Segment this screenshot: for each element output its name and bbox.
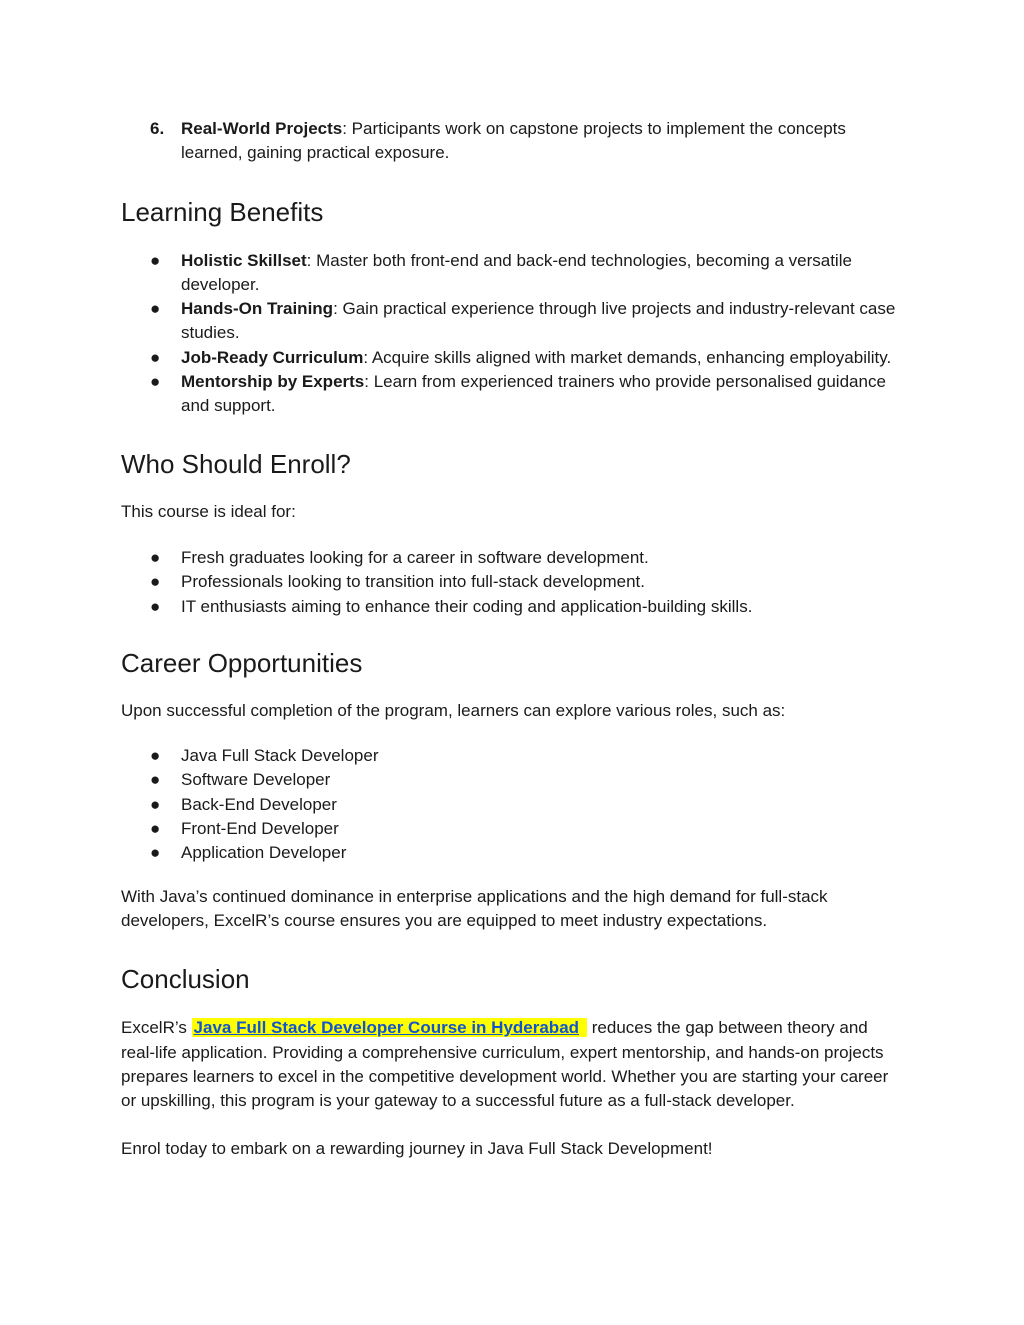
list-item bbox=[121, 249, 901, 298]
role-text: Software Developer bbox=[181, 770, 331, 790]
bullet-icon: ● bbox=[150, 746, 161, 766]
item-text: Professionals looking to transition into full-stack development. bbox=[181, 572, 645, 592]
section-heading-enroll: Who Should Enroll? bbox=[121, 448, 351, 479]
role-text: Java Full Stack Developer bbox=[181, 746, 379, 766]
roles-list bbox=[121, 744, 901, 865]
career-intro: Upon successful completion of the program, learners can explore various roles, such as: bbox=[121, 700, 786, 720]
item-title: Job-Ready Curriculum bbox=[181, 347, 364, 367]
benefits-list bbox=[121, 249, 901, 419]
conclusion-prefix: ExcelR’s bbox=[121, 1018, 192, 1038]
role-text: Back-End Developer bbox=[181, 794, 337, 814]
list-item bbox=[121, 841, 901, 865]
list-item bbox=[121, 370, 901, 419]
list-item bbox=[121, 297, 901, 346]
item-text: Fresh graduates looking for a career in software development. bbox=[181, 547, 649, 567]
list-item bbox=[121, 793, 901, 817]
item-text: : Acquire skills aligned with market demands, enhancing employability. bbox=[363, 347, 892, 367]
section-heading-career: Career Opportunities bbox=[121, 647, 363, 678]
list-item bbox=[121, 817, 901, 841]
bullet-icon: ● bbox=[150, 372, 161, 392]
bullet-icon: ● bbox=[150, 572, 161, 592]
bullet-icon: ● bbox=[150, 770, 161, 790]
list-item bbox=[121, 570, 901, 594]
list-item bbox=[121, 768, 901, 792]
item-text: : Gain practical experience through live projects and industry-relevant case studies. bbox=[181, 299, 896, 343]
bullet-icon: ● bbox=[150, 347, 161, 367]
bullet-icon: ● bbox=[150, 819, 161, 839]
item-title: Mentorship by Experts bbox=[181, 372, 365, 392]
item-text: : Master both front-end and back-end technologies, becoming a versatile developer. bbox=[181, 250, 852, 294]
item-text: : Learn from experienced trainers who provide personalised guidance and support. bbox=[181, 372, 886, 416]
list-item bbox=[121, 346, 901, 370]
bullet-icon: ● bbox=[150, 843, 161, 863]
item-title: Hands-On Training bbox=[181, 299, 334, 319]
closing-line: Enrol today to embark on a rewarding journey in Java Full Stack Development! bbox=[121, 1139, 713, 1159]
enroll-list bbox=[121, 546, 901, 619]
conclusion-body: reduces the gap between theory and real-life application. Providing a comprehensive curriculum, expert mentorship, and hands-on projects prepares learners to excel in the competitive development world. Whether you are starting your career or upskilling, this program is your gateway to a successful future as a full-stack developer. bbox=[121, 1018, 889, 1111]
item-text: : Participants work on capstone projects to implement the concepts learned, gaining practical exposure. bbox=[181, 119, 846, 163]
conclusion-paragraph bbox=[121, 1016, 901, 1113]
role-text: Application Developer bbox=[181, 843, 347, 863]
document-content bbox=[121, 117, 901, 1162]
role-text: Front-End Developer bbox=[181, 819, 339, 839]
list-item bbox=[121, 546, 901, 570]
list-item bbox=[121, 744, 901, 768]
item-text: IT enthusiasts aiming to enhance their coding and application-building skills. bbox=[181, 596, 753, 616]
bullet-icon: ● bbox=[150, 794, 161, 814]
bullet-icon: ● bbox=[150, 547, 161, 567]
list-number: 6. bbox=[150, 119, 165, 138]
section-heading-benefits: Learning Benefits bbox=[121, 196, 324, 227]
list-item bbox=[121, 595, 901, 619]
item-title: Holistic Skillset bbox=[181, 250, 307, 270]
bullet-icon: ● bbox=[150, 250, 161, 270]
item-title: Real-World Projects bbox=[181, 119, 343, 138]
numbered-list-item bbox=[121, 117, 901, 166]
section-heading-conclusion: Conclusion bbox=[121, 964, 250, 995]
bullet-icon: ● bbox=[150, 596, 161, 616]
bullet-icon: ● bbox=[150, 299, 161, 319]
career-outro: With Java’s continued dominance in enterprise applications and the high demand for full-stack developers, ExcelR’s course ensures you are equipped to meet industry expectations. bbox=[121, 886, 828, 930]
enroll-intro: This course is ideal for: bbox=[121, 501, 296, 521]
course-link[interactable]: Java Full Stack Developer Course in Hyderabad bbox=[192, 1018, 587, 1037]
